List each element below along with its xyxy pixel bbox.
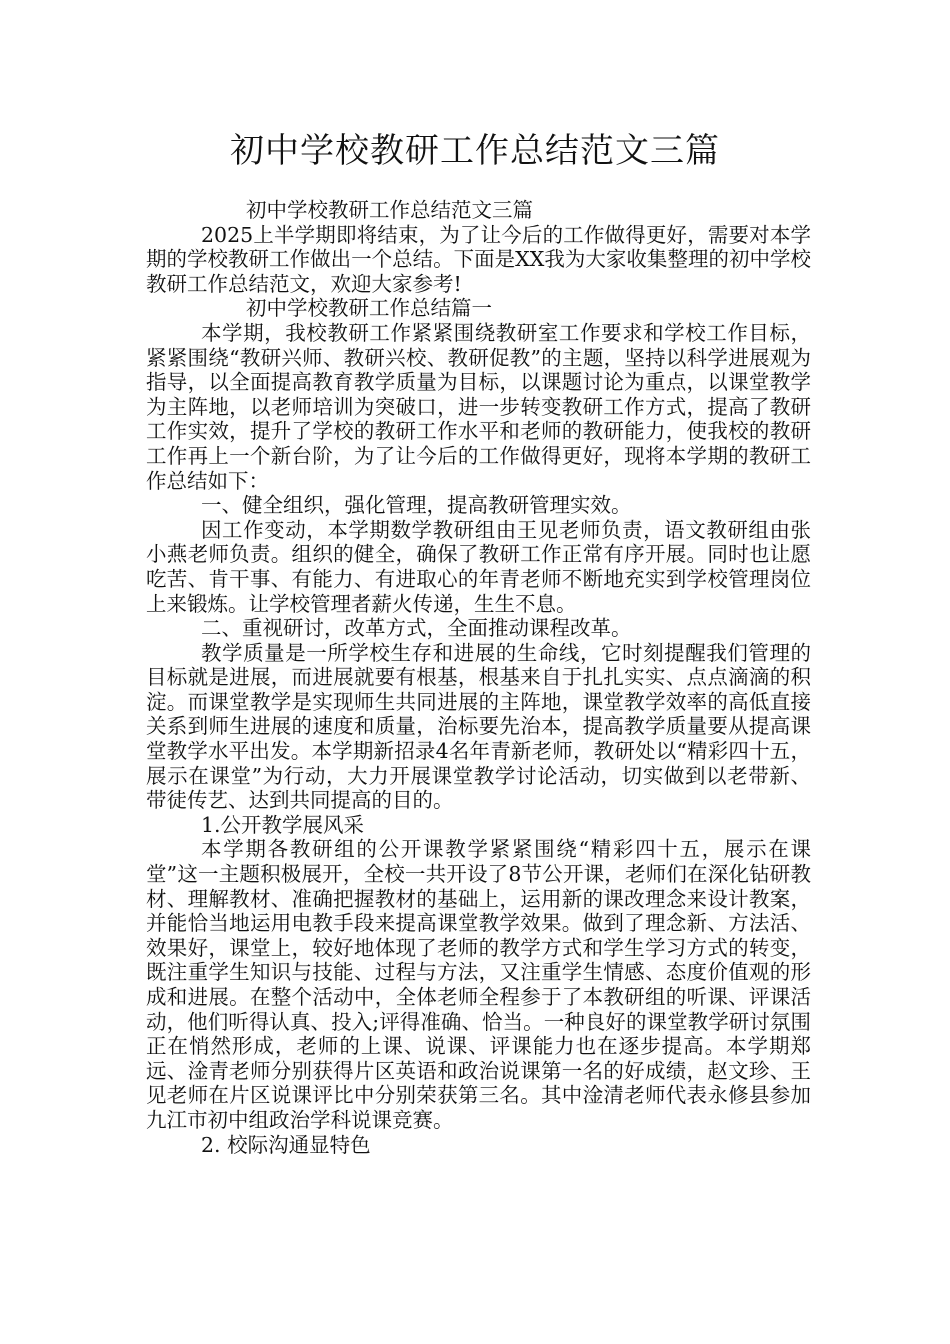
document-title: 初中学校教研工作总结范文三篇 [230,131,720,171]
heading-open-teaching: 1.公开教学展风采 [201,812,365,837]
heading-inter-school: 2. 校际沟通显特色 [201,1132,371,1157]
section-heading-part-one: 初中学校教研工作总结篇一 [246,296,492,321]
overview-paragraph: 本学期，我校教研工作紧紧围绕教研室工作要求和学校工作目标，紧紧围绕“教研兴师、教研兴校、教研促教”的主题，坚持以科学进展观为指导，以全面提高教育教学质量为目标，以课题讨论为重点，以课堂教学为主阵地，以老师培训为突破口，进一步转变教研工作方式，提高了教研工作实效，提升了学校的教研工作水平和老师的教研能力，使我校的教研工作再上一个新台阶，为了让今后的工作做得更好，现将本学期的教研工作总结如下： [146,320,811,493]
intro-paragraph: 2025上半学期即将结束，为了让今后的工作做得更好，需要对本学期的学校教研工作做出一个总结。下面是XX我为大家收集整理的初中学校教研工作总结范文，欢迎大家参考! [146,222,811,296]
document-body [146,198,811,1157]
teaching-quality-paragraph: 教学质量是一所学校生存和进展的生命线，它时刻提醒我们管理的目标就是进展，而进展就要有根基，根基来自于扎扎实实、点点滴滴的积淀。而课堂教学是实现师生共同进展的主阵地，课堂教学效率的高低直接关系到师生进展的速度和质量，治标要先治本，提高教学质量要从提高课堂教学水平出发。本学期新招录4名年青新老师，教研处以“精彩四十五，展示在课堂”为行动，大力开展课堂教学讨论活动，切实做到以老带新、带徒传艺、达到共同提高的目的。 [146,640,811,813]
organization-paragraph: 因工作变动，本学期数学教研组由王见老师负责，语文教研组由张小燕老师负责。组织的健全，确保了教研工作正常有序开展。同时也让愿吃苦、肯干事、有能力、有进取心的年青老师不断地充实到学校管理岗位上来锻炼。让学校管理者薪火传递，生生不息。 [146,517,811,616]
subtitle-line: 初中学校教研工作总结范文三篇 [246,198,533,222]
heading-research-reform: 二、重视研讨，改革方式，全面推动课程改革。 [201,616,632,641]
heading-organization: 一、健全组织，强化管理，提高教研管理实效。 [201,493,632,518]
open-teaching-paragraph: 本学期各教研组的公开课教学紧紧围绕“精彩四十五，展示在课堂”这一主题积极展开，全校一共开设了8节公开课，老师们在深化钻研教材、理解教材、准确把握教材的基础上，运用新的课改理念来设计教案，并能恰当地运用电教手段来提高课堂教学效果。做到了理念新、方法活、效果好，课堂上，较好地体现了老师的教学方式和学生学习方式的转变，既注重学生知识与技能、过程与方法，又注重学生情感、态度价值观的形成和进展。在整个活动中，全体老师全程参于了本教研组的听课、评课活动，他们听得认真、投入;评得准确、恰当。一种良好的课堂教学研讨氛围正在悄然形成，老师的上课、说课、评课能力也在逐步提高。本学期郑远、淦青老师分别获得片区英语和政治说课第一名的好成绩，赵文珍、王见老师在片区说课评比中分别荣获第三名。其中淦清老师代表永修县参加九江市初中组政治学科说课竞赛。 [146,837,811,1132]
